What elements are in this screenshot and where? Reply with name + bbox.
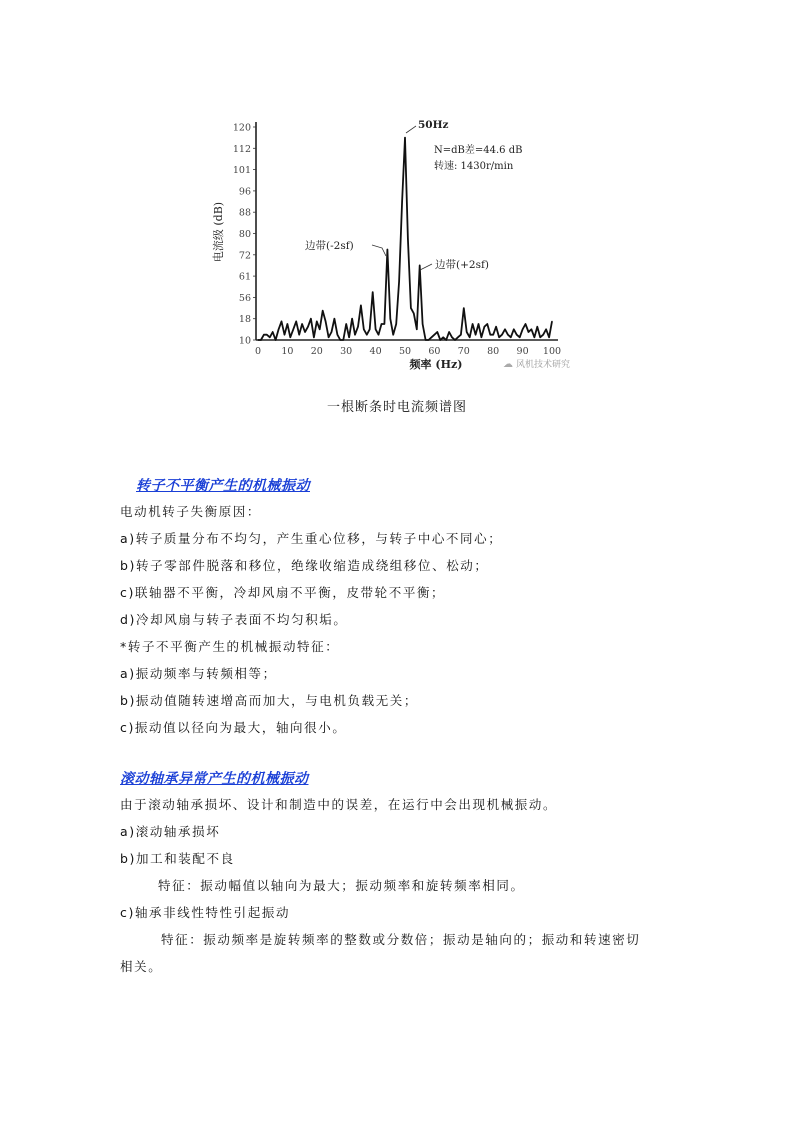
annotation-sideband-minus-leader <box>372 245 386 256</box>
body-text-line: d)冷却风扇与转子表面不均匀积垢。 <box>120 612 348 627</box>
spectrum-point <box>496 326 497 327</box>
spectrum-point <box>384 323 385 324</box>
y-tick-label: 18 <box>238 314 251 326</box>
x-axis-label: 频率 (Hz) <box>409 358 463 371</box>
spectrum-point <box>516 334 517 335</box>
spectrum-point <box>363 329 364 330</box>
spectrum-point <box>498 337 499 338</box>
body-text-line: b)加工和装配不良 <box>120 851 235 866</box>
spectrum-point <box>546 329 547 330</box>
spectrum-point <box>290 337 291 338</box>
spectrum-point <box>337 334 338 335</box>
current-spectrum-chart <box>200 110 590 385</box>
spectrum-point <box>481 337 482 338</box>
spectrum-point <box>513 329 514 330</box>
spectrum-point <box>325 321 326 322</box>
spectrum-point <box>449 331 450 332</box>
spectrum-point <box>366 334 367 335</box>
spectrum-point <box>296 321 297 322</box>
y-tick-labels <box>233 123 256 347</box>
spectrum-point <box>537 326 538 327</box>
body-text-line: a)滚动轴承损坏 <box>120 824 221 839</box>
spectrum-point <box>484 326 485 327</box>
spectrum-point <box>340 339 341 340</box>
y-tick-label: 112 <box>232 143 251 155</box>
spectrum-point <box>525 323 526 324</box>
y-axis-label: 电流级 (dB) <box>212 201 225 263</box>
body-text-line: 由于滚动轴承损坏、设计和制造中的误差，在运行中会出现机械振动。 <box>120 797 558 812</box>
spectrum-point <box>331 331 332 332</box>
spectrum-point <box>404 137 405 138</box>
spectrum-point <box>346 323 347 324</box>
spectrum-point <box>434 334 435 335</box>
x-tick-label: 10 <box>281 346 294 357</box>
spectrum-point <box>260 339 261 340</box>
spectrum-point <box>422 323 423 324</box>
section-heading-bearing-abnormal[interactable]: 滚动轴承异常产生的机械振动 <box>120 771 309 787</box>
spectrum-point <box>510 337 511 338</box>
spectrum-point <box>528 331 529 332</box>
spectrum-point <box>446 339 447 340</box>
spectrum-point <box>507 334 508 335</box>
spectrum-point <box>287 323 288 324</box>
spectrum-point <box>440 339 441 340</box>
y-tick-label: 101 <box>232 165 251 177</box>
spectrum-point <box>504 329 505 330</box>
spectrum-point <box>454 339 455 340</box>
spectrum-point <box>466 331 467 332</box>
annotation-db-diff: N=dB差=44.6 dB <box>434 145 523 156</box>
spectrum-point <box>378 334 379 335</box>
annotation-50hz-leader <box>406 126 416 133</box>
annotation-50hz: 50Hz <box>418 119 449 131</box>
section-heading-rotor-imbalance[interactable]: 转子不平衡产生的机械振动 <box>136 478 310 494</box>
body-text-line: c)轴承非线性特性引起振动 <box>120 905 291 920</box>
spectrum-point <box>490 334 491 335</box>
spectrum-point <box>372 291 373 292</box>
body-text-line: a)振动频率与转频相等； <box>120 666 277 681</box>
spectrum-point <box>307 326 308 327</box>
spectrum-point <box>416 329 417 330</box>
x-tick-label: 70 <box>457 346 470 357</box>
body-text-line: c)振动值以径向为最大，轴向很小。 <box>120 720 347 735</box>
spectrum-point <box>401 201 402 202</box>
spectrum-point <box>501 334 502 335</box>
spectrum-point <box>310 318 311 319</box>
body-text-line: b)振动值随转速增高而加大，与电机负载无关； <box>120 693 419 708</box>
spectrum-point <box>316 321 317 322</box>
spectrum-point <box>399 281 400 282</box>
body-text-line: 电动机转子失衡原因： <box>120 504 262 519</box>
spectrum-point <box>299 334 300 335</box>
spectrum-point <box>375 329 376 330</box>
y-tick-label: 80 <box>238 229 251 240</box>
spectrum-point <box>351 318 352 319</box>
spectrum-point <box>522 329 523 330</box>
annotation-speed: 转速: 1430r/min <box>434 161 514 172</box>
spectrum-point <box>540 337 541 338</box>
spectrum-point <box>257 339 258 340</box>
body-text-line: a)转子质量分布不均匀，产生重心位移，与转子中心不同心； <box>120 531 503 546</box>
body-text-line: c)联轴器不平衡，冷却风扇不平衡，皮带轮不平衡； <box>120 585 446 600</box>
spectrum-point <box>390 318 391 319</box>
spectrum-point <box>360 305 361 306</box>
spectrum-point <box>531 329 532 330</box>
x-tick-label: 60 <box>428 346 441 357</box>
x-tick-label: 30 <box>340 346 353 357</box>
spectrum-point <box>472 323 473 324</box>
y-tick-label: 88 <box>238 207 251 219</box>
spectrum-point <box>551 321 552 322</box>
y-tick-label: 96 <box>238 186 251 198</box>
y-tick-label: 72 <box>238 250 251 262</box>
y-tick-label: 61 <box>238 271 251 283</box>
chart-annotations <box>305 119 522 271</box>
spectrum-point <box>278 329 279 330</box>
spectrum-point <box>407 238 408 239</box>
spectrum-point <box>410 307 411 308</box>
spectrum-point <box>519 337 520 338</box>
spectrum-point <box>396 323 397 324</box>
watermark <box>503 358 570 370</box>
spectrum-point <box>413 313 414 314</box>
spectrum-point <box>469 337 470 338</box>
spectrum-point <box>272 331 273 332</box>
spectrum-point <box>451 337 452 338</box>
annotation-sideband-minus: 边带(-2sf) <box>305 240 354 252</box>
spectrum-point <box>387 249 388 250</box>
spectrum-point <box>428 339 429 340</box>
spectrum-point <box>463 307 464 308</box>
spectrum-point <box>349 337 350 338</box>
spectrum-point <box>457 337 458 338</box>
spectrum-point <box>302 323 303 324</box>
x-tick-label: 40 <box>369 346 382 357</box>
spectrum-point <box>354 334 355 335</box>
spectrum-point <box>281 321 282 322</box>
spectrum-point <box>293 329 294 330</box>
spectrum-point <box>548 337 549 338</box>
spectrum-point <box>419 265 420 266</box>
x-tick-label: 100 <box>542 346 562 357</box>
spectrum-point <box>393 334 394 335</box>
spectrum-point <box>381 323 382 324</box>
watermark-icon: ☁ <box>503 359 513 370</box>
x-tick-labels <box>255 346 561 357</box>
spectrum-point <box>493 334 494 335</box>
spectrum-point <box>284 334 285 335</box>
body-text-line: 特征：振动幅值以轴向为最大；振动频率和旋转频率相同。 <box>158 878 525 893</box>
spectrum-point <box>334 318 335 319</box>
spectrum-point <box>313 337 314 338</box>
spectrum-point <box>269 337 270 338</box>
spectrum-point <box>534 337 535 338</box>
spectrum-point <box>328 337 329 338</box>
spectrum-point <box>275 339 276 340</box>
annotation-sideband-plus: 边带(+2sf) <box>435 259 489 271</box>
spectrum-point <box>475 334 476 335</box>
watermark-text: 风机技术研究 <box>516 360 571 370</box>
spectrum-point <box>357 326 358 327</box>
spectrum-point <box>425 339 426 340</box>
y-tick-label: 10 <box>238 335 251 347</box>
y-tick-label: 56 <box>238 292 251 304</box>
body-text-line: 相关。 <box>120 959 163 974</box>
body-text-line: b)转子零部件脱落和移位，绝缘收缩造成绕组移位、松动； <box>120 558 489 573</box>
spectrum-point <box>322 310 323 311</box>
x-tick-label: 50 <box>398 346 412 357</box>
spectrum-point <box>263 334 264 335</box>
spectrum-point <box>437 331 438 332</box>
annotation-sideband-plus-leader <box>420 264 432 270</box>
figure-caption: 一根断条时电流频谱图 <box>326 400 467 415</box>
body-text-line: *转子不平衡产生的机械振动特征： <box>120 639 340 654</box>
x-tick-label: 80 <box>487 346 500 357</box>
body-text-line: 特征：振动频率是旋转频率的整数或分数倍；振动是轴向的；振动和转速密切 <box>161 932 641 947</box>
spectrum-point <box>443 337 444 338</box>
spectrum-point <box>543 334 544 335</box>
spectrum-point <box>487 323 488 324</box>
spectrum-point <box>460 334 461 335</box>
spectrum-point <box>319 329 320 330</box>
y-tick-label: 120 <box>232 122 251 134</box>
x-tick-label: 20 <box>310 346 323 357</box>
spectrum-point <box>369 329 370 330</box>
spectrum-point <box>478 323 479 324</box>
x-tick-label: 0 <box>254 346 262 357</box>
spectrum-point <box>266 334 267 335</box>
x-tick-label: 90 <box>516 346 529 357</box>
spectrum-point <box>343 339 344 340</box>
spectrum-point <box>431 337 432 338</box>
spectrum-point <box>304 331 305 332</box>
